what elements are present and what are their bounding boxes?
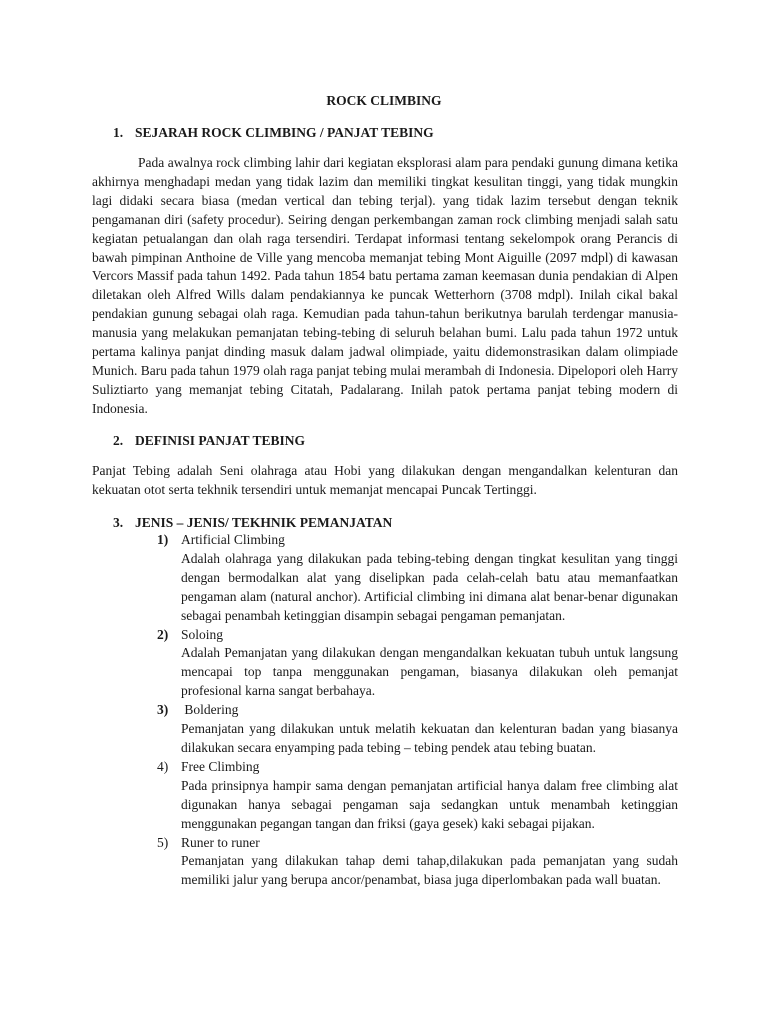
list-item-number: 1) — [157, 532, 169, 547]
list-item-number: 3) — [157, 702, 169, 718]
list-item-name: Free Climbing — [181, 758, 260, 774]
list-item-head — [157, 531, 678, 550]
list-item — [157, 834, 678, 891]
list-item-description: Pemanjatan yang dilakukan untuk melatih kekuatan dan kelenturan badan yang biasanya dilakukan secara enyamping pada tebing – tebing pendek atau tebing buatan. — [181, 721, 678, 755]
list-item-name: Artificial Climbing — [181, 532, 285, 547]
list-item — [157, 701, 678, 758]
list-item — [157, 758, 678, 834]
section-1-paragraph: Pada awalnya rock climbing lahir dari kegiatan eksplorasi alam para pendaki gunung dimana ketika akhirnya menghadapi medan yang tidak lazim dan memiliki tingkat kesulitan tinggi, yang tidak mungkin lagi didaki secara biasa (medan vertical dan tebing terjal). yang tidak lazim tersebut dengan teknik pengamanan diri (safety procedur). Seiring dengan perkembangan zaman rock climbing menjadi salah satu kegiatan petualangan dan olah raga tersendiri. Terdapat informasi tentang sekelompok orang Perancis di bawah pimpinan Anthoine de Ville yang mencoba memanjat tebing Mont Aiguille (2097 mdpl) di kawasan Vercors Massif pada tahun 1492. Pada tahun 1854 batu pertama zaman keemasan dunia pendakian di Alpen diletakan oleh Alfred Wills dalam pendakiannya ke puncak Wetterhorn (3708 mdpl). Inilah cikal bakal pendakian gunung sebagai olah raga. Kemudian pada tahun-tahun berikutnya barulah terdengar manusia-manusia yang melakukan pemanjatan tebing-tebing di seluruh belahan bumi. Lalu pada tahun 1972 untuk pertama kalinya panjat dinding masuk dalam jadwal olimpiade, yaitu didemonstrasikan dalam olimpiade Munich. Baru pada tahun 1979 olah raga panjat tebing mulai merambah di Indonesia. Dipelopori oleh Harry Suliztiarto yang memanjat tebing Citatah, Padalarang. Inilah patok pertama panjat tebing modern di Indonesia. — [92, 155, 678, 416]
list-item-number: 4) — [157, 758, 169, 774]
section-2-number: 2. — [113, 433, 124, 448]
list-item-number: 2) — [157, 626, 169, 642]
section-3-number: 3. — [113, 515, 124, 530]
section-1-heading — [113, 124, 434, 143]
list-item-name: Boldering — [181, 702, 239, 718]
section-3-title: JENIS – JENIS/ TEKHNIK PEMANJATAN — [135, 515, 393, 530]
list-item-head — [157, 834, 678, 853]
list-item-description: Pemanjatan yang dilakukan tahap demi tahap,dilakukan pada pemanjatan yang sudah memiliki jalur yang berupa ancor/penambat, biasa juga diperlombakan pada wall buatan. — [181, 853, 678, 888]
section-2-paragraph: Panjat Tebing adalah Seni olahraga atau Hobi yang dilakukan dengan mengandalkan kelenturan dan kekuatan otot serta tekhnik tersendiri untuk memanjat mencapai Puncak Tertinggi. — [92, 463, 678, 497]
document-title: ROCK CLIMBING — [326, 93, 442, 108]
section-1-title: SEJARAH ROCK CLIMBING / PANJAT TEBING — [135, 125, 434, 140]
list-item-name: Soloing — [181, 626, 224, 642]
technique-list — [157, 531, 678, 890]
list-item-name: Runer to runer — [181, 834, 260, 850]
list-item-number: 5) — [157, 834, 169, 850]
section-1-number: 1. — [113, 125, 124, 140]
list-item-description: Adalah olahraga yang dilakukan pada tebing-tebing dengan tingkat kesulitan yang tinggi dengan bermodalkan alat yang diselipkan pada celah-celah batu atau memanfaatkan pengaman alam (natural anchor). Artificial climbing ini dimana alat benar-benar digunakan sebagai penambah ketinggian disampin sebagai pengaman pemanjatan. — [181, 550, 678, 623]
section-2-heading — [113, 432, 305, 451]
list-item — [157, 626, 678, 702]
list-item-head — [157, 758, 678, 777]
list-item-head — [157, 701, 678, 720]
list-item-head — [157, 626, 678, 645]
section-2-title: DEFINISI PANJAT TEBING — [135, 433, 306, 448]
list-item-description: Adalah Pemanjatan yang dilakukan dengan mengandalkan kekuatan tubuh untuk langsung mencapai top tanpa menggunakan pengaman, biasanya dilakukan oleh pemanjat profesional karna sangat berbahaya. — [181, 645, 678, 699]
list-item-description: Pada prinsipnya hampir sama dengan pemanjatan artificial hanya dalam free climbing alat digunakan hanya sebagai pengaman saja sedangkan untuk menambah ketinggian menggunakan pegangan tangan dan friksi (gaya gesek) kaki sebagai pijakan. — [181, 777, 678, 831]
list-item — [157, 531, 678, 626]
